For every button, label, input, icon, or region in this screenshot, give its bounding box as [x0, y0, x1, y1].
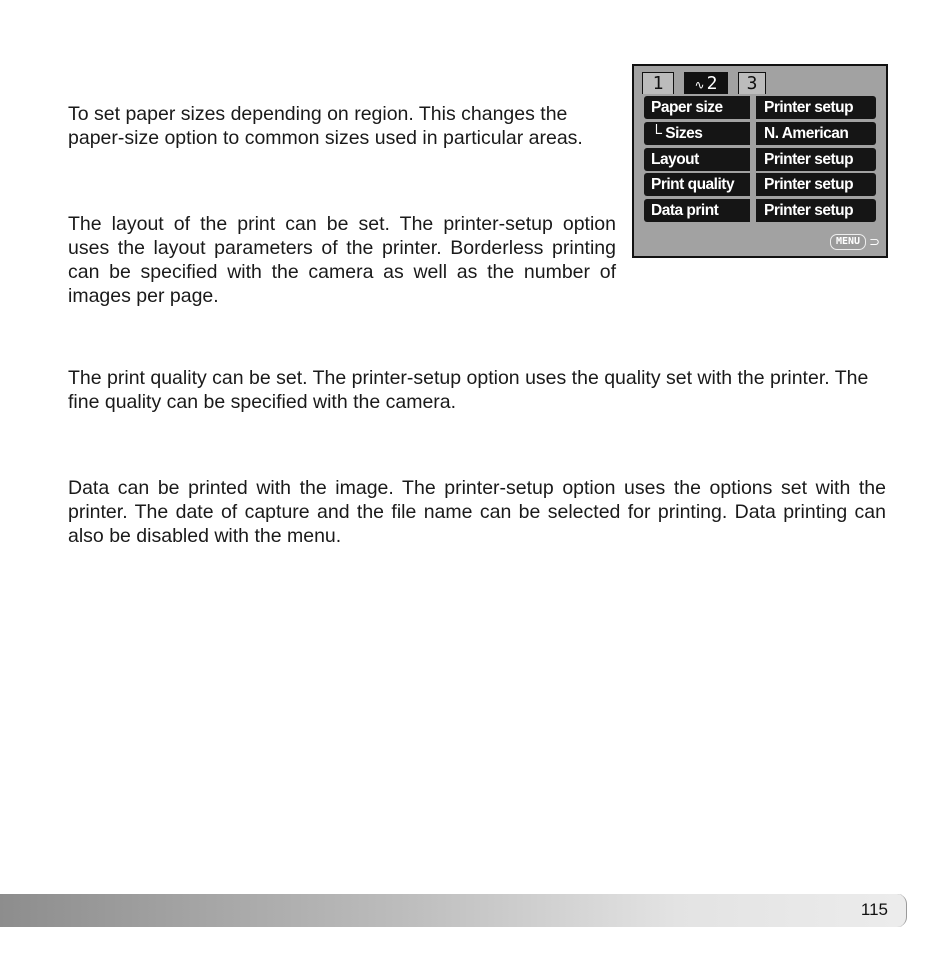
wave-icon: ∿	[694, 78, 705, 92]
menu-row-value: Printer setup	[756, 148, 876, 171]
menu-tab-3[interactable]	[738, 72, 766, 94]
menu-row-label: Layout	[644, 148, 750, 171]
layout-description: The layout of the print can be set. The printer-setup option uses the layout parameters of the printer. Borderless printing can be specified with the camera as well as the number of images per page.	[68, 213, 616, 307]
footer-bar-end	[896, 894, 907, 927]
menu-row-value: Printer setup	[756, 199, 876, 222]
menu-options	[644, 96, 876, 225]
menu-row-data-print[interactable]	[644, 199, 876, 222]
menu-tabs	[642, 72, 766, 94]
menu-row-value: Printer setup	[756, 173, 876, 196]
menu-tab-label: 1	[652, 73, 664, 94]
menu-tab-2[interactable]	[684, 72, 728, 94]
footer-bar	[0, 894, 902, 927]
menu-row-label: Paper size	[644, 96, 750, 119]
menu-tab-label: 2	[706, 73, 718, 94]
menu-row-paper-size[interactable]	[644, 96, 876, 119]
menu-return-button[interactable]	[830, 234, 880, 250]
menu-row-label: Print quality	[644, 173, 750, 196]
menu-row-label: └ Sizes	[644, 122, 750, 145]
data-print-description: Data can be printed with the image. The printer-setup option uses the options set with the printer. The date of capture and the file name can be selected for printing. Data printing can also be disabled with the menu.	[68, 477, 886, 547]
menu-row-value: N. American	[756, 122, 876, 145]
menu-button-label: MENU	[830, 234, 866, 250]
menu-tab-1[interactable]	[642, 72, 674, 94]
return-icon: ⊃	[869, 234, 880, 249]
menu-row-sizes[interactable]	[644, 122, 876, 145]
menu-tab-label: 3	[746, 73, 758, 94]
menu-row-value: Printer setup	[756, 96, 876, 119]
page-number: 115	[860, 900, 888, 919]
menu-row-print-quality[interactable]	[644, 173, 876, 196]
print-quality-description: The print quality can be set. The printer-setup option uses the quality set with the printer. The fine quality can be specified with the camera.	[68, 367, 869, 413]
camera-menu-screen	[632, 64, 888, 258]
menu-row-layout[interactable]	[644, 148, 876, 171]
paper-sizes-description: To set paper sizes depending on region. This changes the paper-size option to common sizes used in particular areas.	[68, 103, 583, 149]
menu-row-label: Data print	[644, 199, 750, 222]
